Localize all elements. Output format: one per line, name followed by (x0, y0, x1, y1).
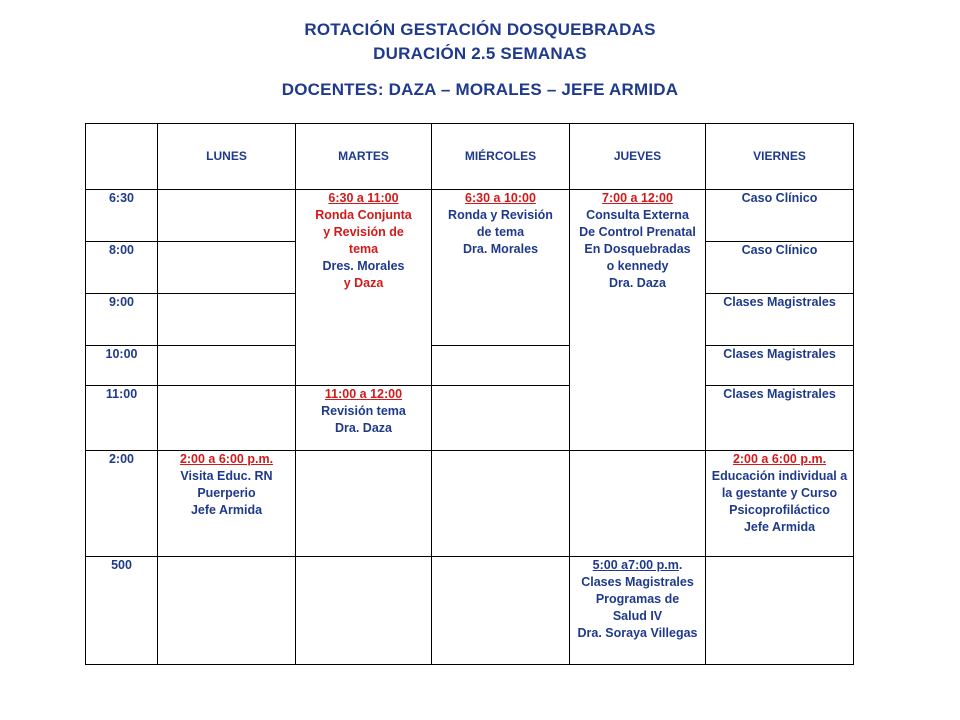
corner-cell (86, 124, 158, 190)
jueves-block-time: 7:00 a 12:00 (602, 191, 673, 205)
jueves-500-line1: Clases Magistrales (581, 575, 694, 589)
miercoles-block-line2: de tema (476, 225, 525, 239)
viernes-1000: Clases Magistrales (706, 346, 854, 386)
viernes-630: Caso Clínico (706, 190, 854, 242)
day-header-miercoles: MIÉRCOLES (432, 124, 570, 190)
header-row (86, 124, 854, 190)
time-cell: 8:00 (86, 242, 158, 294)
viernes-1100: Clases Magistrales (706, 386, 854, 451)
title-line-1: ROTACIÓN GESTACIÓN DOSQUEBRADAS (304, 20, 656, 39)
martes-200 (296, 451, 432, 557)
time-cell: 6:30 (86, 190, 158, 242)
martes-1100-line2: Dra. Daza (335, 421, 392, 435)
jueves-500-line3: Salud IV (612, 609, 663, 623)
jueves-500-time: 5:00 a7:00 p.m (592, 558, 679, 572)
lunes-630 (158, 190, 296, 242)
martes-block-line4: Dres. Morales (322, 259, 405, 273)
martes-1100-time: 11:00 a 12:00 (324, 387, 403, 401)
martes-block-time: 6:30 a 11:00 (328, 191, 399, 205)
miercoles-500 (432, 557, 570, 665)
viernes-200-line4: Jefe Armida (743, 520, 816, 534)
viernes-200-line3: Psicoprofiláctico (729, 503, 830, 517)
jueves-block (570, 190, 706, 451)
jueves-block-line3: En Dosquebradas (584, 242, 691, 256)
lunes-500 (158, 557, 296, 665)
miercoles-block-time: 6:30 a 10:00 (465, 191, 536, 205)
title-line-3: DOCENTES: DAZA – MORALES – JEFE ARMIDA (281, 80, 679, 99)
lunes-800 (158, 242, 296, 294)
lunes-200-line1: Visita Educ. RN (180, 469, 273, 483)
lunes-1000 (158, 346, 296, 386)
day-header-viernes: VIERNES (706, 124, 854, 190)
viernes-500 (706, 557, 854, 665)
viernes-200-line1: Educación individual a (711, 469, 848, 483)
lunes-200-line2: Puerperio (197, 486, 256, 500)
row-1000 (86, 346, 854, 386)
row-200 (86, 451, 854, 557)
day-header-martes: MARTES (296, 124, 432, 190)
time-cell: 500 (86, 557, 158, 665)
jueves-500-line2: Programas de (595, 592, 680, 606)
miercoles-block-line1: Ronda y Revisión (448, 208, 553, 222)
title-block (0, 18, 960, 102)
jueves-block-line1: Consulta Externa (586, 208, 689, 222)
row-500 (86, 557, 854, 665)
row-630 (86, 190, 854, 242)
martes-500 (296, 557, 432, 665)
miercoles-1100 (432, 386, 570, 451)
martes-block (296, 190, 432, 386)
viernes-200 (706, 451, 854, 557)
time-cell: 2:00 (86, 451, 158, 557)
lunes-1100 (158, 386, 296, 451)
time-cell: 11:00 (86, 386, 158, 451)
day-header-lunes: LUNES (158, 124, 296, 190)
day-header-jueves: JUEVES (570, 124, 706, 190)
jueves-block-line4: o kennedy (606, 259, 669, 273)
martes-block-line3: tema (348, 242, 379, 256)
jueves-block-line5: Dra. Daza (609, 276, 666, 290)
miercoles-200 (432, 451, 570, 557)
viernes-200-line2: la gestante y Curso (721, 486, 838, 500)
time-cell: 9:00 (86, 294, 158, 346)
lunes-200-line3: Jefe Armida (190, 503, 263, 517)
jueves-500-dot: . (678, 558, 683, 572)
viernes-200-time: 2:00 a 6:00 p.m. (732, 452, 827, 466)
miercoles-1000 (432, 346, 570, 386)
martes-block-line5: y Daza (343, 276, 384, 290)
lunes-200-time: 2:00 a 6:00 p.m. (179, 452, 274, 466)
lunes-200 (158, 451, 296, 557)
viernes-800: Caso Clínico (706, 242, 854, 294)
schedule-table (85, 123, 854, 665)
title-line-2: DURACIÓN 2.5 SEMANAS (373, 44, 587, 63)
miercoles-block (432, 190, 570, 346)
lunes-900 (158, 294, 296, 346)
martes-block-line1: Ronda Conjunta (315, 208, 412, 222)
row-1100 (86, 386, 854, 451)
time-cell: 10:00 (86, 346, 158, 386)
jueves-block-line2: De Control Prenatal (579, 225, 696, 239)
viernes-900: Clases Magistrales (706, 294, 854, 346)
miercoles-block-line3: Dra. Morales (462, 242, 539, 256)
jueves-500-line4: Dra. Soraya Villegas (577, 626, 698, 640)
jueves-200 (570, 451, 706, 557)
martes-1100-line1: Revisión tema (321, 404, 406, 418)
jueves-500 (570, 557, 706, 665)
martes-1100 (296, 386, 432, 451)
martes-block-line2: y Revisión de (323, 225, 404, 239)
